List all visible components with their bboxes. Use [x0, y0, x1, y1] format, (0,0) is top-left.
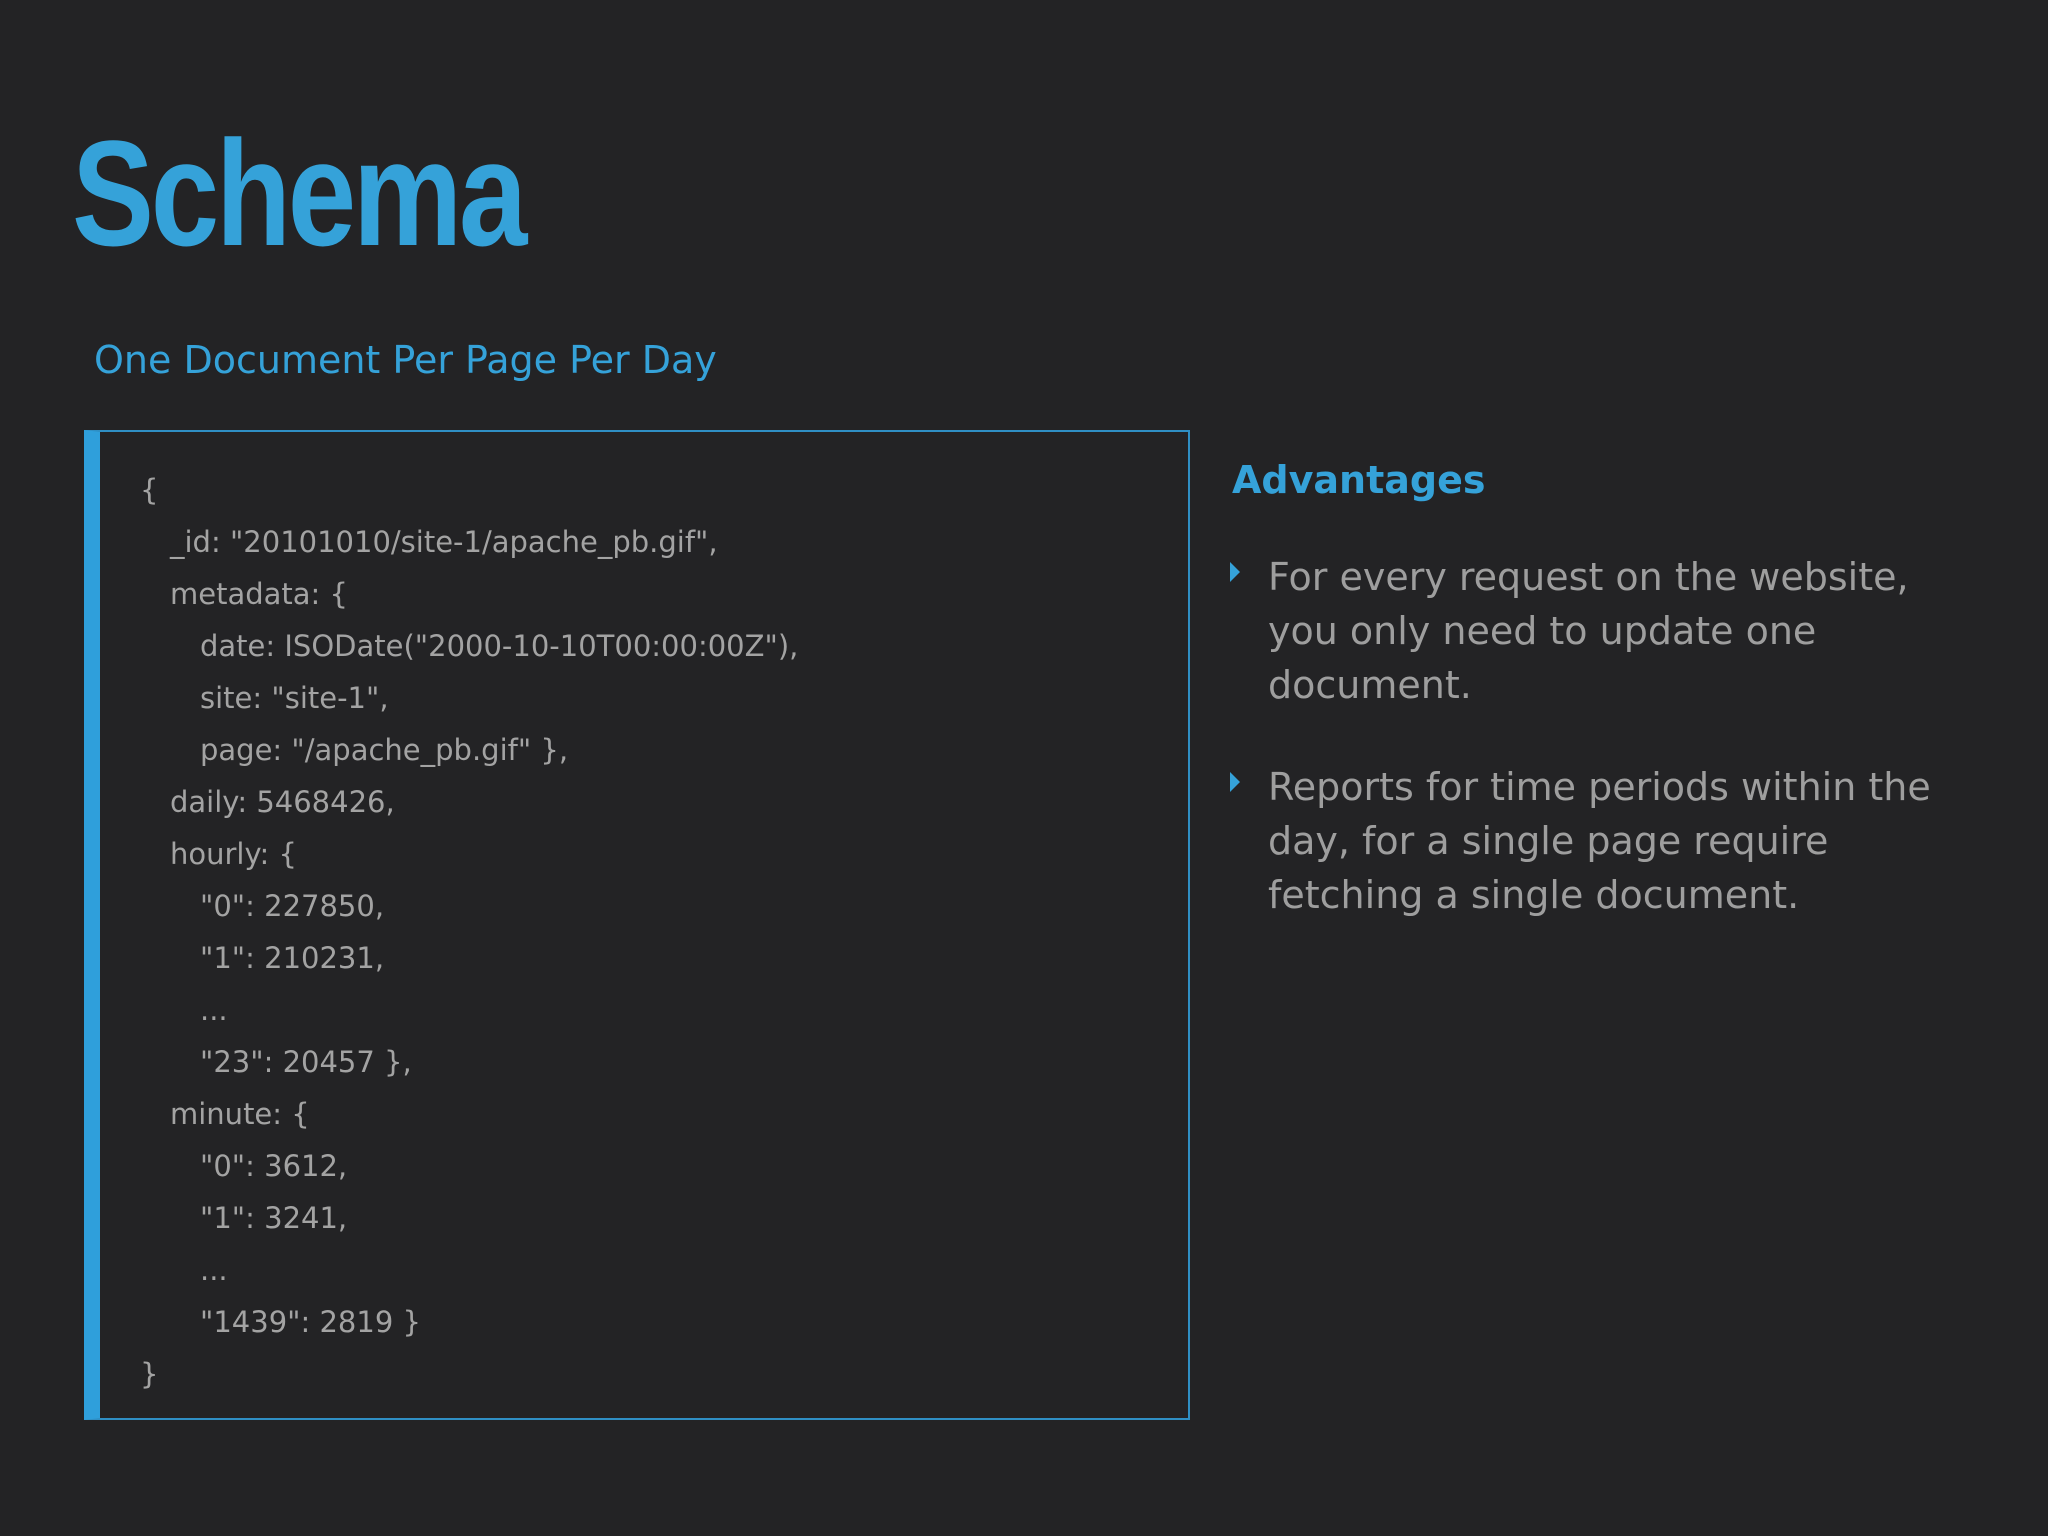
triangle-right-icon [1230, 772, 1240, 792]
page-title: Schema [72, 109, 525, 277]
triangle-right-icon [1230, 562, 1240, 582]
code-line: ... [200, 1253, 228, 1287]
list-item [1230, 760, 1990, 922]
bullet-text: Reports for time periods within the day, for a single page require fetching a single document. [1268, 764, 1931, 917]
code-line: _id: "20101010/site-1/apache_pb.gif", [170, 525, 718, 559]
code-line: } [140, 1357, 159, 1391]
code-line: hourly: { [170, 837, 297, 871]
code-line: date: ISODate("2000-10-10T00:00:00Z"), [200, 629, 799, 663]
code-line: metadata: { [170, 577, 348, 611]
code-line: ... [200, 993, 228, 1027]
code-line: minute: { [170, 1097, 310, 1131]
advantages-panel [1230, 458, 1990, 970]
subtitle: One Document Per Page Per Day [94, 338, 717, 382]
code-block [84, 430, 1190, 1420]
code-line: "1": 3241, [200, 1201, 348, 1235]
code-lines [140, 464, 798, 1400]
code-line: daily: 5468426, [170, 785, 395, 819]
code-line: "23": 20457 }, [200, 1045, 412, 1079]
advantages-heading: Advantages [1232, 458, 1486, 502]
code-line: "1": 210231, [200, 941, 385, 975]
code-line: "0": 227850, [200, 889, 385, 923]
code-line: site: "site-1", [200, 681, 389, 715]
code-line: "1439": 2819 } [200, 1305, 421, 1339]
code-line: { [140, 473, 159, 507]
code-line: page: "/apache_pb.gif" }, [200, 733, 569, 767]
bullet-text: For every request on the website, you only need to update one document. [1268, 554, 1909, 707]
code-line: "0": 3612, [200, 1149, 348, 1183]
advantages-list [1230, 550, 1990, 922]
list-item [1230, 550, 1990, 712]
